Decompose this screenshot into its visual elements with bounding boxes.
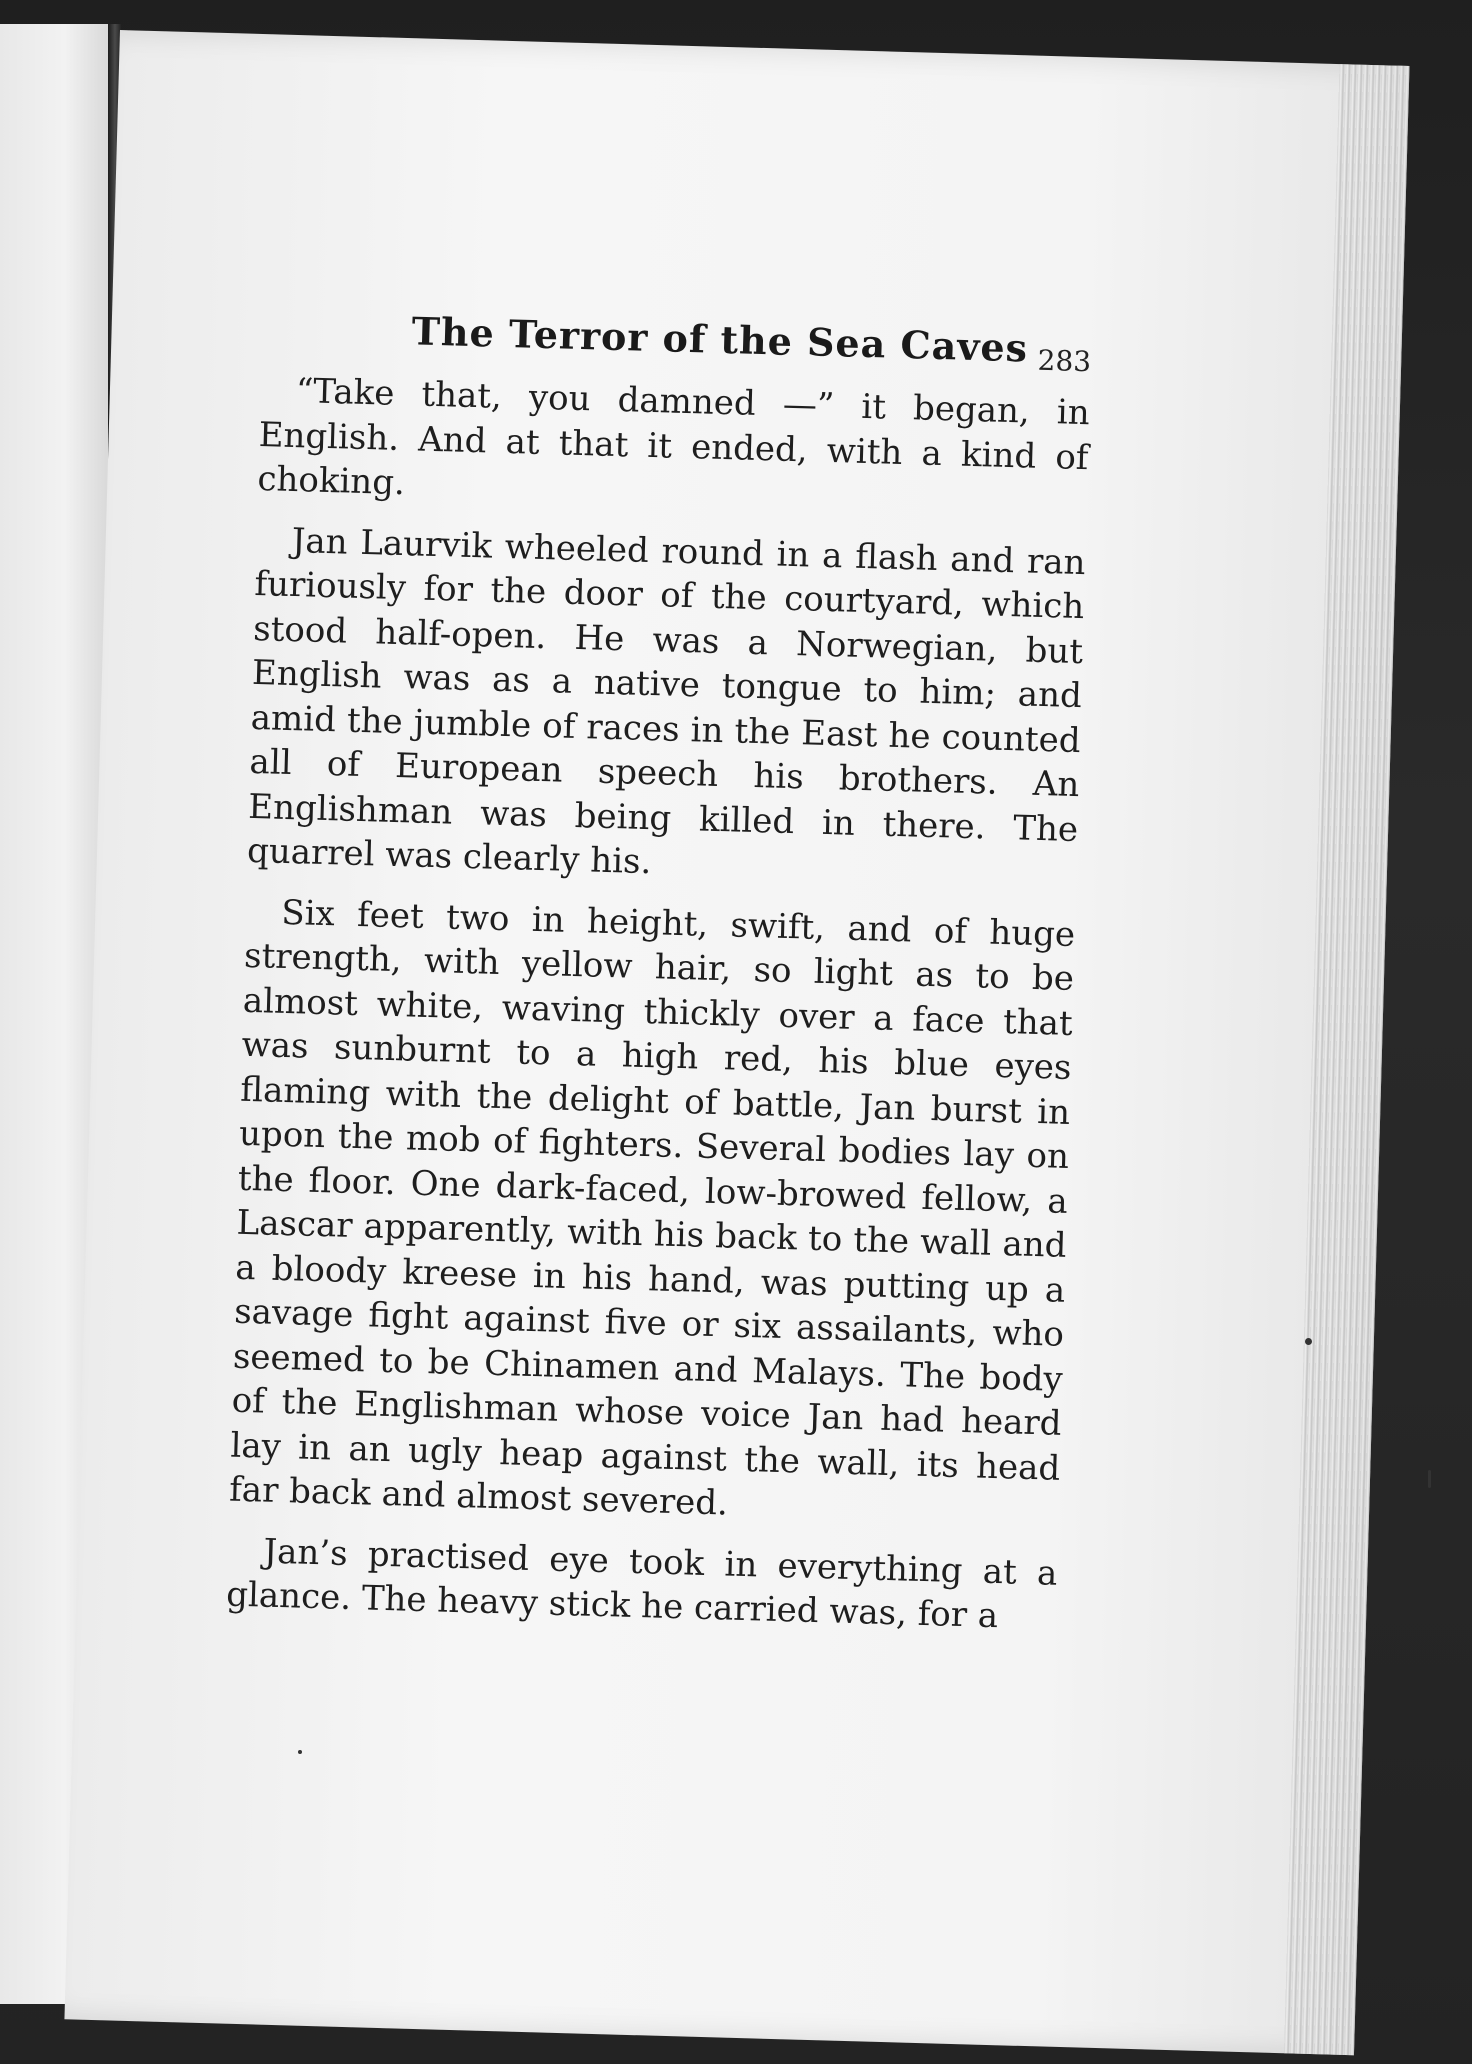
page-edges [1284, 64, 1410, 2055]
page-content [226, 304, 1092, 1640]
speck [1428, 1470, 1431, 1488]
right-page [64, 30, 1409, 2055]
paragraph-3: Six feet two in height, swift, and of huge strength, with yellow hair, so light as to be almost white, waving thickly over a face that was sunburnt to a high red, his blue eyes flaming with the delight of battle, Jan burst in upon the mob of fighters. Several bodies lay on the floor. One dark-faced, low-browed fellow, a Lascar apparently, with his back to the wall and a bloody kreese in his hand, was putting up a savage fight against five or six assailants, who seemed to be Chinamen and Malays. The body of the Englishman whose voice Jan had heard lay in an ugly heap against the wall, its head far back and almost severed. [228, 892, 1076, 1524]
paragraph-2: Jan Laurvik wheeled round in a flash and ran furiously for the door of the courtyard, which stood half-open. He was a Norwegian, but English was as a native tongue to him; and amid the jumble of races in the East he counted all of European speech his brothers. An Englishman was being killed in there. The quarrel was clearly his. [246, 520, 1087, 883]
speck [298, 1750, 302, 1754]
page-number: 283 [1037, 343, 1092, 379]
running-title: The Terror of the Sea Caves [411, 308, 1029, 371]
speck [1305, 1338, 1312, 1345]
paragraph-1: “Take that, you damned —” it began, in English. And at that it ended, with a kind of choking. [256, 371, 1091, 504]
paragraph-4: Jan’s practised eye took in everything at a glance. The heavy stick he carried was, for a [225, 1531, 1058, 1637]
